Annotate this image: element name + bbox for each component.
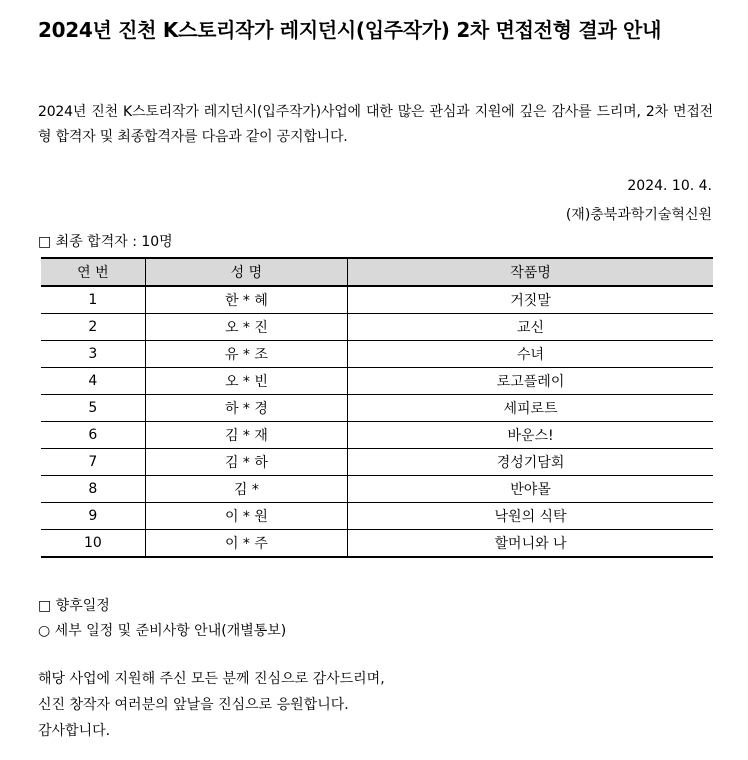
row-name: 오 * 빈 xyxy=(145,368,347,395)
closing-line: 감사합니다. xyxy=(38,723,111,739)
table-row xyxy=(41,395,713,422)
table-row xyxy=(41,341,713,368)
row-name: 김 * 재 xyxy=(145,422,347,449)
table-row xyxy=(41,314,713,341)
table-row xyxy=(41,503,713,530)
closing-line: 해당 사업에 지원해 주신 모든 분께 진심으로 감사드리며, xyxy=(38,671,385,687)
row-work: 낙원의 식탁 xyxy=(348,503,713,530)
closing-message xyxy=(38,666,385,744)
row-name: 오 * 진 xyxy=(145,314,347,341)
row-name: 이 * 원 xyxy=(145,503,347,530)
row-number: 4 xyxy=(41,368,145,395)
schedule-item: ○ 세부 일정 및 준비사항 안내(개별통보) xyxy=(38,623,287,639)
row-work: 거짓말 xyxy=(348,286,713,314)
row-number: 1 xyxy=(41,286,145,314)
announcement-date: 2024. 10. 4. xyxy=(627,178,712,194)
table-header-row xyxy=(41,258,713,286)
row-number: 2 xyxy=(41,314,145,341)
schedule-section-title: □ 향후일정 xyxy=(38,598,110,614)
row-name: 유 * 조 xyxy=(145,341,347,368)
row-number: 3 xyxy=(41,341,145,368)
column-header-number: 연 번 xyxy=(41,258,145,286)
table-row xyxy=(41,422,713,449)
row-number: 7 xyxy=(41,449,145,476)
row-name: 김 * xyxy=(145,476,347,503)
row-number: 9 xyxy=(41,503,145,530)
row-work: 교신 xyxy=(348,314,713,341)
row-number: 5 xyxy=(41,395,145,422)
column-header-name: 성 명 xyxy=(145,258,347,286)
row-work: 경성기담회 xyxy=(348,449,713,476)
table-row xyxy=(41,449,713,476)
row-work: 바운스! xyxy=(348,422,713,449)
page-title: 2024년 진천 K스토리작가 레지던시(입주작가) 2차 면접전형 결과 안내 xyxy=(38,18,662,42)
table-row xyxy=(41,476,713,503)
table-row xyxy=(41,286,713,314)
closing-line: 신진 창작자 여러분의 앞날을 진심으로 응원합니다. xyxy=(38,697,349,713)
row-name: 하 * 경 xyxy=(145,395,347,422)
column-header-work: 작품명 xyxy=(348,258,713,286)
winners-table xyxy=(41,257,713,558)
row-number: 8 xyxy=(41,476,145,503)
row-number: 10 xyxy=(41,530,145,558)
table-row xyxy=(41,530,713,558)
row-work: 수녀 xyxy=(348,341,713,368)
row-work: 반야몰 xyxy=(348,476,713,503)
row-name: 한 * 혜 xyxy=(145,286,347,314)
row-number: 6 xyxy=(41,422,145,449)
winners-section-title: □ 최종 합격자 : 10명 xyxy=(38,234,173,250)
row-work: 세피로트 xyxy=(348,395,713,422)
row-work: 로고플레이 xyxy=(348,368,713,395)
intro-paragraph: 2024년 진천 K스토리작가 레지던시(입주작가)사업에 대한 많은 관심과 지원에 깊은 감사를 드리며, 2차 면접전형 합격자 및 최종합격자를 다음과 같이 공지합니다. xyxy=(38,104,713,145)
row-work: 할머니와 나 xyxy=(348,530,713,558)
row-name: 이 * 주 xyxy=(145,530,347,558)
row-name: 김 * 하 xyxy=(145,449,347,476)
table-row xyxy=(41,368,713,395)
organization-name: (재)충북과학기술혁신원 xyxy=(565,207,712,223)
